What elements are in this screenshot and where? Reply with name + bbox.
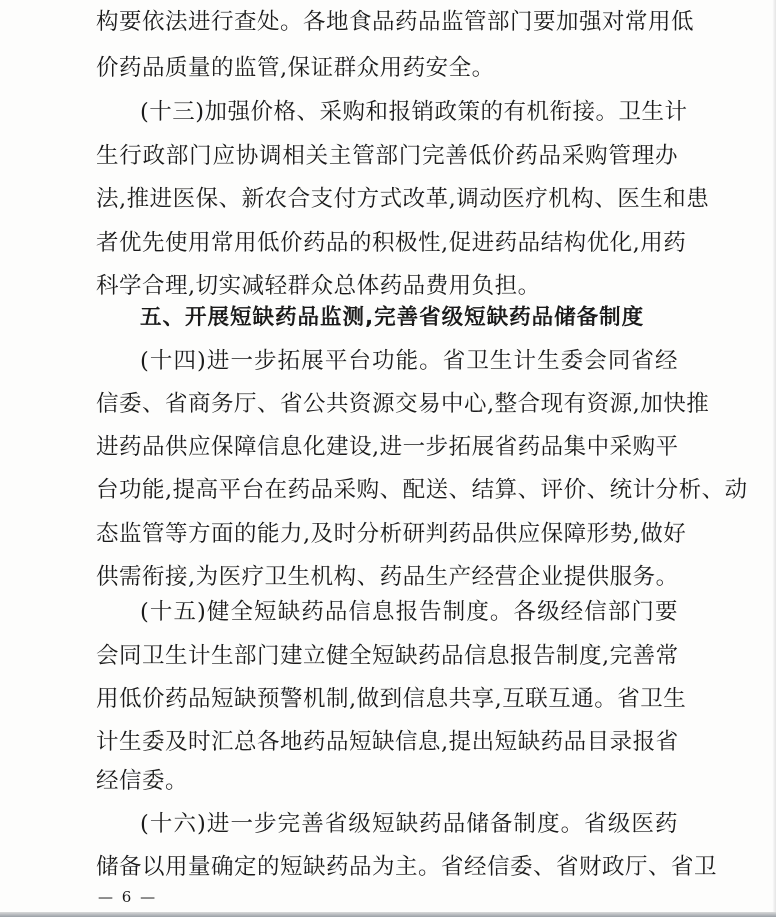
page-edge-right — [772, 0, 776, 917]
paragraph-14-line-6: 供需衔接,为医疗卫生机构、药品生产经营企业提供服务。 — [96, 564, 679, 590]
paragraph-13-line-1: (十三)加强价格、采购和报销政策的有机衔接。卫生计 — [140, 99, 688, 125]
paragraph-15-line-5: 经信委。 — [96, 768, 189, 794]
paragraph-16-line-2: 储备以用量确定的短缺药品为主。省经信委、省财政厅、省卫 — [96, 854, 718, 880]
paragraph-13-line-3: 法,推进医保、新农合支付方式改革,调动医疗机构、医生和患 — [96, 186, 710, 212]
page-edge-bottom — [0, 912, 776, 917]
paragraph-14-line-1: (十四)进一步拓展平台功能。省卫生计生委会同省经 — [140, 348, 678, 374]
text-line-1: 构要依法进行查处。各地食品药品监管部门要加强对常用低 — [96, 9, 695, 35]
paragraph-14-line-4: 台功能,提高平台在药品采购、配送、结算、评价、统计分析、动 — [96, 477, 748, 503]
paragraph-15-line-1: (十五)健全短缺药品信息报告制度。各级经信部门要 — [140, 599, 678, 625]
paragraph-14-line-3: 进药品供应保障信息化建设,进一步拓展省药品集中采购平 — [96, 434, 679, 460]
paragraph-13-line-4: 者优先使用常用低价药品的积极性,促进药品结构优化,用药 — [96, 230, 687, 256]
paragraph-13-line-5: 科学合理,切实减轻群众总体药品费用负担。 — [96, 273, 541, 299]
text-line-2: 价药品质量的监管,保证群众用药安全。 — [96, 55, 495, 81]
paragraph-14-line-5: 态监管等方面的能力,及时分析研判药品供应保障形势,做好 — [96, 521, 687, 547]
paragraph-14-line-2: 信委、省商务厅、省公共资源交易中心,整合现有资源,加快推 — [96, 391, 710, 417]
paragraph-15-line-3: 用低价药品短缺预警机制,做到信息共享,互联互通。省卫生 — [96, 686, 687, 712]
paragraph-15-line-2: 会同卫生计生部门建立健全短缺药品信息报告制度,完善常 — [96, 643, 679, 669]
paragraph-16-line-1: (十六)进一步完善省级短缺药品储备制度。省级医药 — [140, 811, 678, 837]
page-number: — 6 — — [98, 888, 158, 906]
paragraph-13-line-2: 生行政部门应协调相关主管部门完善低价药品采购管理办 — [96, 143, 678, 169]
paragraph-15-line-4: 计生委及时汇总各地药品短缺信息,提出短缺药品目录报省 — [96, 729, 679, 755]
section-heading-5: 五、开展短缺药品监测,完善省级短缺药品储备制度 — [140, 305, 645, 330]
